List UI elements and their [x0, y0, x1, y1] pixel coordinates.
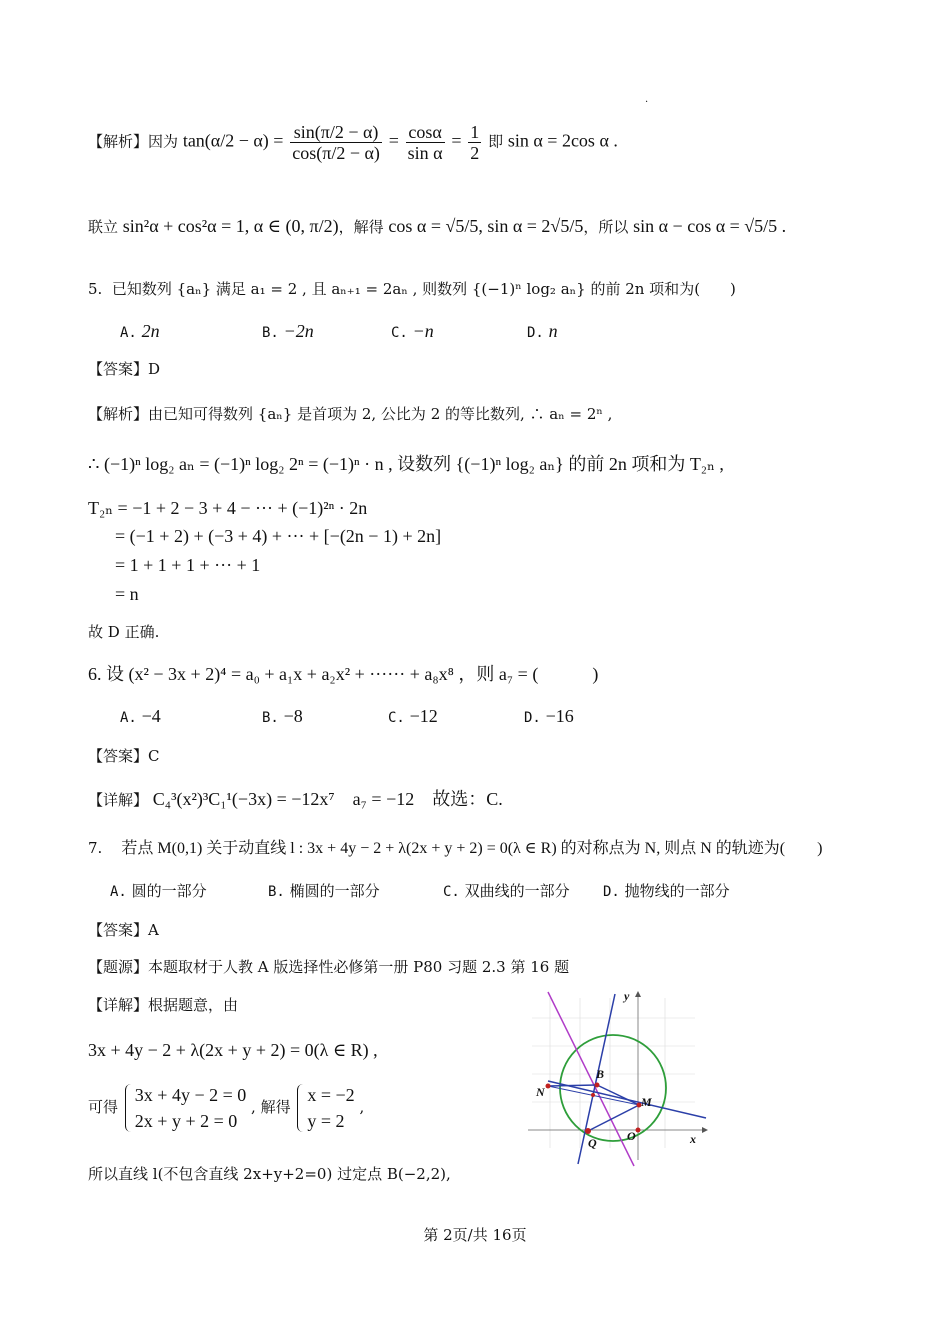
q7-last-line: 所以直线 l(不包含直线 2x+y+2=0) 过定点 B(−2,2), — [88, 1165, 451, 1183]
point-q — [585, 1128, 591, 1134]
q5-answer: 【答案】D — [88, 360, 161, 378]
q5-sum-1: T₂ₙ = −1 + 2 − 3 + 4 − ··· + (−1)²ⁿ · 2n — [88, 498, 368, 518]
q5-analysis-1: 【解析】由已知可得数列 {aₙ} 是首项为 2, 公比为 2 的等比数列, ∴ aₙ = 2ⁿ , — [88, 405, 613, 423]
q7-equation: 3x + 4y − 2 + λ(2x + y + 2) = 0(λ ∈ R) , — [88, 1040, 378, 1060]
q6-option-b: B. −8 — [262, 706, 303, 726]
q5-sum-3: = 1 + 1 + 1 + ··· + 1 — [115, 555, 261, 575]
segment-n-b — [548, 1085, 597, 1086]
q7-option-c: C. 双曲线的一部分 — [443, 882, 570, 900]
q6-option-c: C. −12 — [388, 706, 438, 726]
q7-detail: 【详解】根据题意，由 — [88, 996, 239, 1014]
point-b — [595, 1083, 600, 1088]
q5-sum-4: = n — [115, 584, 139, 604]
q5-conclusion: 故 D 正确. — [88, 623, 160, 641]
y-axis-arrow — [635, 991, 641, 997]
x-axis-arrow — [702, 1127, 708, 1133]
label-n: N — [536, 1085, 545, 1099]
q7-option-b: B. 椭圆的一部分 — [268, 882, 380, 900]
q7-source: 【题源】本题取材于人教 A 版选择性必修第一册 P80 习题 2.3 第 16 题 — [88, 958, 570, 976]
q5-analysis-2: ∴ (−1)ⁿ log₂ aₙ = (−1)ⁿ log₂ 2ⁿ = (−1)ⁿ · n , 设数列 {(−1)ⁿ log₂ aₙ} 的前 2n 项和为 T₂ₙ , — [88, 454, 724, 474]
q5-option-a: A. 2n — [120, 321, 160, 341]
q5-option-c: C. −n — [391, 321, 434, 341]
label-o: O — [627, 1129, 636, 1143]
equation-system: 3x + 4y − 2 = 0 2x + y + 2 = 0 — [123, 1082, 246, 1134]
page-footer: 第 2页/共 16页 — [423, 1226, 527, 1244]
label-x: x — [690, 1132, 696, 1146]
q6-answer: 【答案】C — [88, 747, 160, 765]
point-o — [636, 1128, 641, 1133]
fraction: $\frac{1}{2}$ — [470, 122, 480, 163]
q6-option-d: D. −16 — [524, 706, 574, 726]
solution-system: x = −2 y = 2 — [295, 1082, 354, 1134]
segment-q-m — [588, 1105, 639, 1131]
q4-analysis-line2: 联立 sin²α + cos²α = 1, α ∈ (0, π/2)，解得 cos α = √5/5, sin α = 2√5/5，所以 sin α − cos α = √5/5 . — [88, 216, 787, 236]
label-m: M — [641, 1095, 652, 1109]
q5-option-d: D. n — [527, 321, 558, 341]
point-mid — [591, 1093, 595, 1097]
analysis-label: 【解析】 — [88, 132, 149, 151]
q6-detail: 【详解】 C₄³(x²)³C₁¹(−3x) = −12x⁷ a₇ = −12 故选：C. — [88, 789, 503, 809]
q5-sum-2: = (−1 + 2) + (−3 + 4) + ··· + [−(2n − 1) + 2n] — [115, 526, 442, 546]
q7-stem: 7. 若点 M(0,1) 关于动直线 l : 3x + 4y − 2 + λ(2x + y + 2) = 0(λ ∈ R) 的对称点为 N, 则点 N 的轨迹为( ) — [88, 839, 823, 857]
q7-option-a: A. 圆的一部分 — [110, 882, 207, 900]
label-b: B — [596, 1067, 605, 1081]
point-n — [546, 1084, 551, 1089]
q5-option-b: B. −2n — [262, 321, 314, 341]
q6-stem: 6. 设 (x² − 3x + 2)⁴ = a₀ + a₁x + a₂x² + ······ + a₈x⁸ ，则 a₇ = ( ) — [88, 664, 599, 684]
q5-stem: 5. 已知数列 {aₙ} 满足 a₁ = 2 , 且 aₙ₊₁ = 2aₙ , 则数列 {(−1)ⁿ log₂ aₙ} 的前 2n 项和为( ) — [88, 280, 736, 298]
label-q: Q — [588, 1136, 597, 1150]
q7-answer: 【答案】A — [88, 921, 159, 939]
q4-analysis-line1: 【解析】因为 tan(α/2 − α) = $\frac{\sin(\pi/2 - \alpha)}{\cos(\pi/2 - \alpha)}$ = $\frac{\cos\alpha}{\text{sin α}}$ = $\frac{1}{2}$ 即 sin α = 2cos α . — [88, 122, 618, 163]
label-y: y — [624, 989, 630, 1003]
fraction: $\frac{\sin(\pi/2 - \alpha)}{\cos(\pi/2 - \alpha)}$ — [292, 122, 380, 163]
fraction: $\frac{\cos\alpha}{\text{sin α}}$ — [407, 122, 443, 163]
q6-option-a: A. −4 — [120, 706, 161, 726]
q7-system: 可得 3x + 4y − 2 = 0 2x + y + 2 = 0 , 解得 x = −2 y = 2 , — [88, 1082, 364, 1134]
q7-option-d: D. 抛物线的一部分 — [603, 882, 730, 900]
geometry-figure — [520, 988, 712, 1168]
stray-dot: . — [645, 94, 649, 105]
